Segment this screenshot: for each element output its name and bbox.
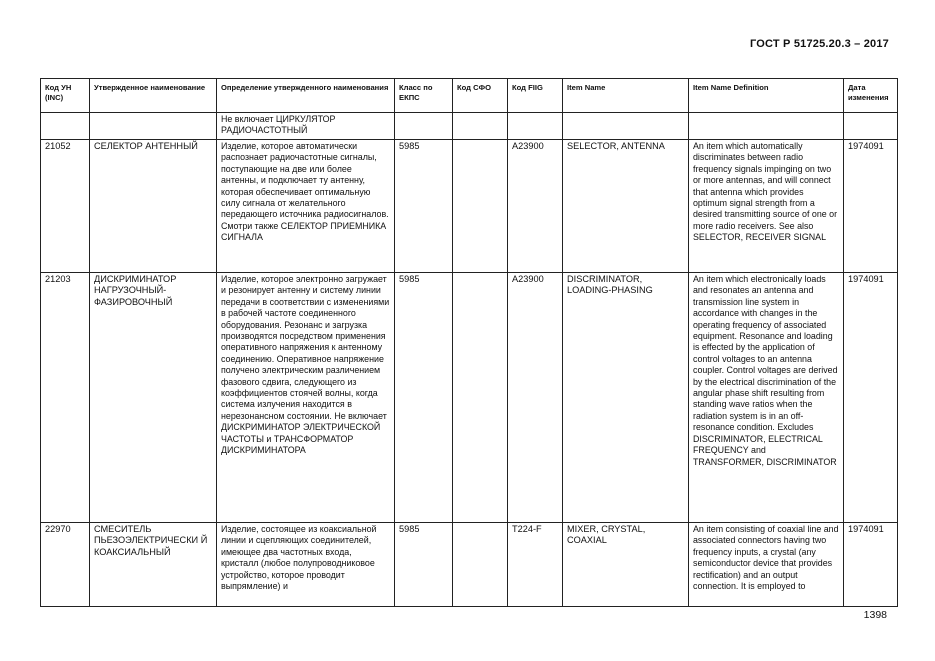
cell-fiig: T224-F	[508, 523, 563, 607]
column-header-approved-name: Утвержденное наименование	[90, 79, 217, 113]
column-header-date: Дата изменения	[844, 79, 898, 113]
cell-approved-name: СМЕСИТЕЛЬ ПЬЕЗОЭЛЕКТРИЧЕСКИ Й КОАКСИАЛЬНЫЙ	[90, 523, 217, 607]
cell-item-name-definition	[689, 113, 844, 140]
cell-class	[395, 113, 453, 140]
cell-sfo	[453, 273, 508, 523]
cell-class: 5985	[395, 523, 453, 607]
column-header-item-name: Item Name	[563, 79, 689, 113]
cell-inc	[41, 113, 90, 140]
column-header-fiig: Код FIIG	[508, 79, 563, 113]
document-title: ГОСТ Р 51725.20.3 – 2017	[749, 38, 889, 50]
page-number: 1398	[863, 609, 887, 621]
cell-item-name	[563, 113, 689, 140]
cell-date: 1974091	[844, 140, 898, 273]
cell-date: 1974091	[844, 273, 898, 523]
column-header-inc: Код УН (INC)	[41, 79, 90, 113]
cell-item-name-definition: An item which automatically discriminates between radio frequency signals impinging on two or more antennas, and will connect that antenna which provides optimum signal strength from a desired transmitting source of one or more radio receivers. See also SELECTOR, RECEIVER SIGNAL	[689, 140, 844, 273]
cell-inc: 22970	[41, 523, 90, 607]
cell-item-name: SELECTOR, ANTENNA	[563, 140, 689, 273]
codification-table	[40, 78, 898, 607]
cell-definition: Изделие, состоящее из коаксиальной линии и сцепляющих соединителей, имеющее два частотных входа, кристалл (любое полупроводниковое устройство, которое проводит выпрямление) и	[217, 523, 395, 607]
cell-sfo	[453, 113, 508, 140]
cell-sfo	[453, 140, 508, 273]
column-header-sfo: Код СФО	[453, 79, 508, 113]
cell-item-name: DISCRIMINATOR, LOADING-PHASING	[563, 273, 689, 523]
cell-class: 5985	[395, 140, 453, 273]
cell-inc: 21203	[41, 273, 90, 523]
table-row	[41, 273, 898, 523]
cell-fiig: A23900	[508, 273, 563, 523]
cell-approved-name	[90, 113, 217, 140]
table-row	[41, 523, 898, 607]
cell-item-name-definition: An item which electronically loads and resonates an antenna and transmission line system in accordance with changes in the operating frequency of associated equipment. Resonance and loading is effected by the application of control voltages to an antenna coupler. Control voltages are derived by the electrical discrimination of the angular phase shift resulting from standing wave ratios when the radiation system is in an off-resonance condition. Excludes DISCRIMINATOR, ELECTRICAL FREQUENCY and TRANSFORMER, DISCRIMINATOR	[689, 273, 844, 523]
column-header-item-name-definition: Item Name Definition	[689, 79, 844, 113]
table-header-row	[41, 79, 898, 113]
cell-item-name: MIXER, CRYSTAL, COAXIAL	[563, 523, 689, 607]
cell-date	[844, 113, 898, 140]
cell-approved-name: СЕЛЕКТОР АНТЕННЫЙ	[90, 140, 217, 273]
cell-definition: Изделие, которое электронно загружает и резонирует антенну и систему линии передачи в соответствии с изменениями в рабочей частоте соединенного оборудования. Резонанс и загрузка производятся посредством применения оперативного напряжения к антенному соединению. Оперативное напряжение получено электрическим различением фазового сдвига, следующего из коэффициентов стоячей волны, когда система излучения находится в нерезонансном состоянии. Не включает ДИСКРИМИНАТОР ЭЛЕКТРИЧЕСКОЙ ЧАСТОТЫ и ТРАНСФОРМАТОР ДИСКРИМИНАТОРА	[217, 273, 395, 523]
cell-approved-name: ДИСКРИМИНАТОР НАГРУЗОЧНЫЙ-ФАЗИРОВОЧНЫЙ	[90, 273, 217, 523]
cell-definition: Не включает ЦИРКУЛЯТОР РАДИОЧАСТОТНЫЙ	[217, 113, 395, 140]
cell-inc: 21052	[41, 140, 90, 273]
cell-fiig: A23900	[508, 140, 563, 273]
table-row	[41, 140, 898, 273]
cell-class: 5985	[395, 273, 453, 523]
cell-sfo	[453, 523, 508, 607]
cell-fiig	[508, 113, 563, 140]
column-header-definition: Определение утвержденного наименования	[217, 79, 395, 113]
table-row	[41, 113, 898, 140]
cell-definition: Изделие, которое автоматически распознает радиочастотные сигналы, поступающие на две или более антенны, и подключает ту антенну, которая обеспечивает оптимальную силу сигнала от желательного передающего источника радиосигналов. Смотри также СЕЛЕКТОР ПРИЕМНИКА СИГНАЛА	[217, 140, 395, 273]
column-header-class: Класс по ЕКПС	[395, 79, 453, 113]
cell-item-name-definition: An item consisting of coaxial line and associated connectors having two frequency inputs, a crystal (any semiconductor device that provides rectification) and an output connection. It is employed to	[689, 523, 844, 607]
cell-date: 1974091	[844, 523, 898, 607]
